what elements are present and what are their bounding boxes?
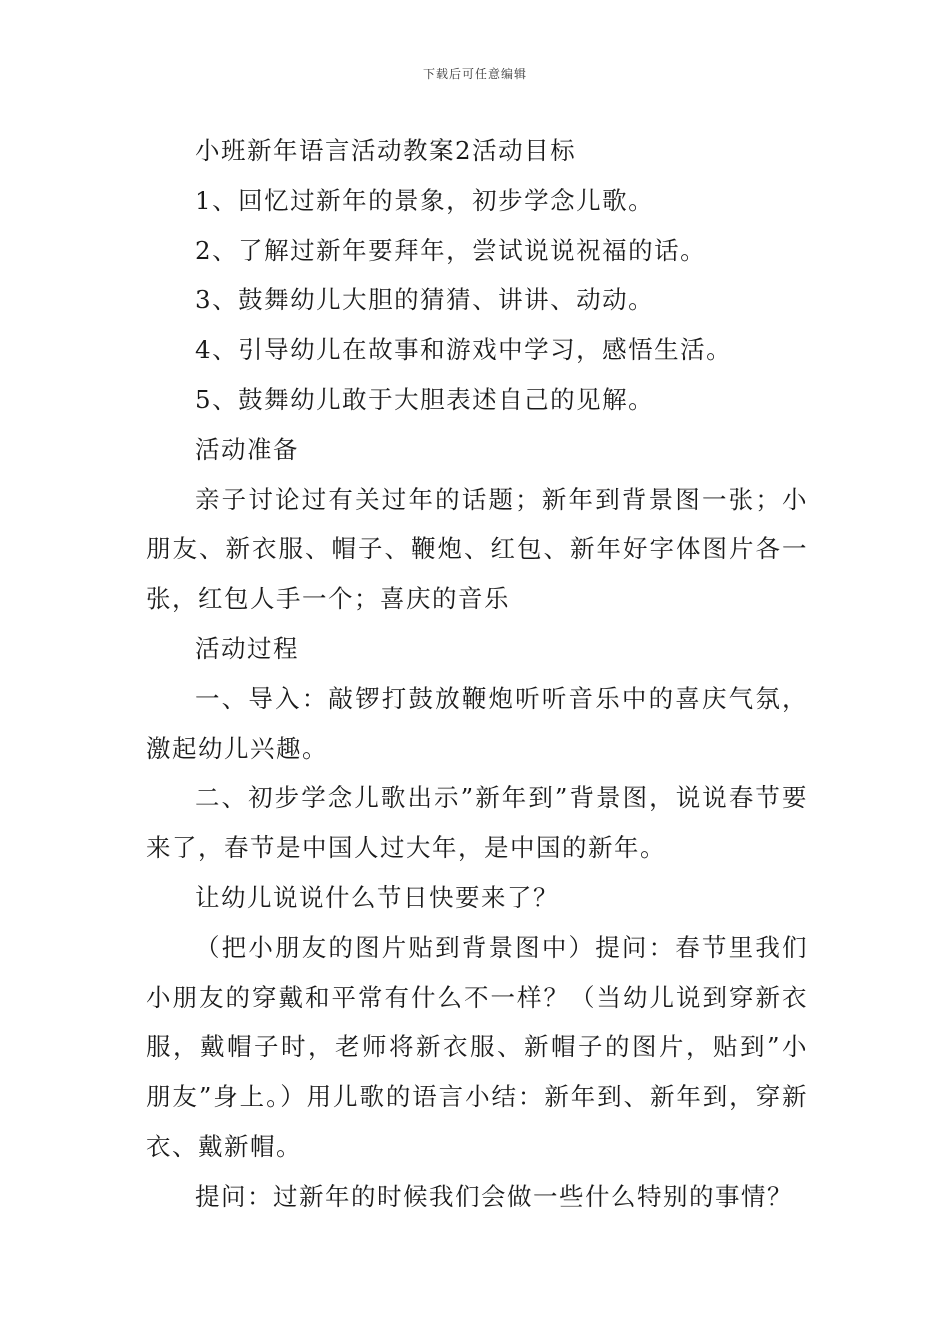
heading-preparation: 活动准备 xyxy=(195,434,299,464)
heading-process: 活动过程 xyxy=(195,633,299,663)
header-note: 下载后可任意编辑 xyxy=(422,67,527,81)
paragraph-preparation: 亲子讨论过有关过年的话题；新年到背景图一张；小朋友、新衣服、帽子、鞭炮、红包、新年好字体图片各一张，红包人手一个；喜庆的音乐 xyxy=(146,484,808,614)
paragraph-intro: 一、导入：敲锣打鼓放鞭炮听听音乐中的喜庆气氛，激起幼儿兴趣。 xyxy=(146,683,808,763)
document-body xyxy=(146,126,808,1222)
paragraph-goal-5: 5、鼓舞幼儿敢于大胆表述自己的见解。 xyxy=(195,384,655,414)
paragraph-question-festival: 让幼儿说说什么节日快要来了？ xyxy=(195,882,559,912)
paragraph-question-activities: 提问：过新年的时候我们会做一些什么特别的事情？ xyxy=(195,1181,793,1211)
paragraph-goal-4: 4、引导幼儿在故事和游戏中学习，感悟生活。 xyxy=(195,335,733,365)
paragraph-goal-2: 2、了解过新年要拜年，尝试说说祝福的话。 xyxy=(195,235,707,265)
paragraph-goal-1: 1、回忆过新年的景象，初步学念儿歌。 xyxy=(195,185,655,215)
paragraph-goal-3: 3、鼓舞幼儿大胆的猜猜、讲讲、动动。 xyxy=(195,285,655,315)
paragraph-learn-song: 二、初步学念儿歌出示”新年到”背景图，说说春节要来了，春节是中国人过大年，是中国的新年。 xyxy=(146,783,808,863)
paragraph-title: 小班新年语言活动教案2活动目标 xyxy=(195,136,577,165)
paragraph-clothing: （把小朋友的图片贴到背景图中）提问：春节里我们小朋友的穿戴和平常有什么不一样？（当幼儿说到穿新衣服，戴帽子时，老师将新衣服、新帽子的图片，贴到”小朋友”身上。）用儿歌的语言小结：新年到、新年到，穿新衣、戴新帽。 xyxy=(146,932,808,1161)
